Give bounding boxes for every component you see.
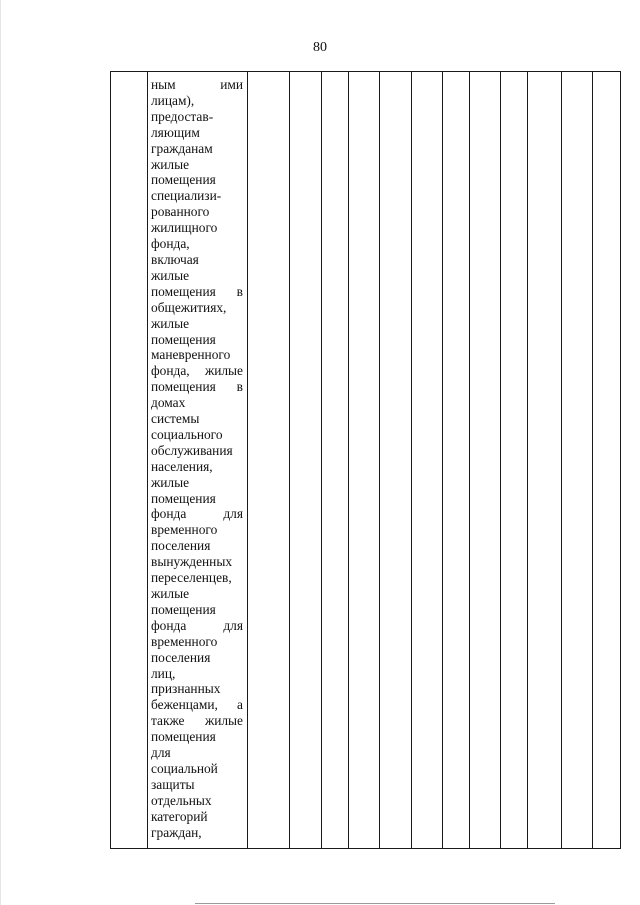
word: помещения xyxy=(151,379,216,395)
table-cell-empty xyxy=(501,72,528,849)
cell-line: включая xyxy=(151,251,199,267)
cell-line-split xyxy=(151,618,243,634)
cell-line: маневренного xyxy=(151,347,231,363)
word: жилые xyxy=(204,363,243,379)
word: фонда xyxy=(151,617,187,633)
scan-bottom-rule xyxy=(195,903,555,904)
table-cell-empty xyxy=(248,72,290,849)
cell-line-1 xyxy=(151,77,243,93)
cell-line: социального xyxy=(151,426,223,442)
cell-line: вынужденных xyxy=(151,554,233,570)
table-cell-empty xyxy=(412,72,443,849)
table-cell-empty xyxy=(562,72,593,849)
word: жилые xyxy=(204,713,243,729)
cell-line: специализи- xyxy=(151,188,222,204)
cell-line: жилищного xyxy=(151,220,218,236)
cell-line: отдельных xyxy=(151,792,212,808)
cell-line: жилые xyxy=(151,315,190,331)
cell-line: жилые xyxy=(151,156,190,172)
cell-line: жилые xyxy=(151,586,190,601)
cell-line: помещения xyxy=(151,729,216,745)
word: в xyxy=(236,379,243,395)
table-cell-empty xyxy=(593,72,621,849)
table-cell-number xyxy=(111,72,148,849)
cell-line: социальной xyxy=(151,760,218,776)
cell-line: жилые xyxy=(151,474,190,490)
cell-line: помещения xyxy=(151,331,216,347)
cell-line: признанных xyxy=(151,681,221,697)
cell-line: рованного xyxy=(151,204,210,220)
word: а xyxy=(237,697,243,713)
table-cell-description xyxy=(148,72,248,849)
word: беженцами, xyxy=(151,697,218,713)
cell-line: временного xyxy=(151,633,218,649)
cell-line: лицам), xyxy=(151,92,195,108)
word: также xyxy=(151,713,185,729)
cell-line-split xyxy=(151,506,243,522)
cell-line-split xyxy=(151,363,243,379)
table-cell-empty xyxy=(349,72,380,849)
cell-line: населения, xyxy=(151,458,213,474)
cell-line: переселенцев, xyxy=(151,570,232,586)
cell-line: ляющим xyxy=(151,124,200,140)
cell-line: обслуживания xyxy=(151,442,233,458)
cell-line: помещения xyxy=(151,601,216,617)
word: фонда xyxy=(151,506,187,522)
word: в xyxy=(236,283,243,299)
word: для xyxy=(223,506,243,522)
cell-line: предостав- xyxy=(151,108,214,124)
cell-line-split xyxy=(151,713,243,729)
word: помещения xyxy=(151,283,216,299)
table-cell-empty xyxy=(380,72,412,849)
cell-line: общежитиях, xyxy=(151,299,227,315)
word: ими xyxy=(220,77,243,92)
word: фонда, xyxy=(151,363,190,379)
cell-line-split xyxy=(151,697,243,713)
cell-line: лиц, xyxy=(151,665,176,681)
table-cell-empty xyxy=(470,72,501,849)
cell-line: гражданам xyxy=(151,140,213,156)
cell-line: временного xyxy=(151,522,218,538)
cell-line-split xyxy=(151,284,243,300)
scan-edge xyxy=(0,0,1,905)
document-table xyxy=(110,71,621,849)
cell-line: защиты xyxy=(151,776,195,792)
cell-line: категорий xyxy=(151,808,208,824)
cell-line: жилые xyxy=(151,267,190,283)
cell-line: помещения xyxy=(151,172,216,188)
cell-line-split xyxy=(151,379,243,395)
cell-line: системы xyxy=(151,411,200,427)
cell-line: для xyxy=(151,745,171,761)
cell-line: граждан, xyxy=(151,824,202,840)
page-number: 80 xyxy=(313,40,327,55)
cell-line: поселения xyxy=(151,649,211,665)
cell-line: помещения xyxy=(151,490,216,506)
cell-line: поселения xyxy=(151,538,211,554)
word: ным xyxy=(151,77,176,92)
table-cell-empty xyxy=(290,72,322,849)
cell-line: фонда, xyxy=(151,236,190,252)
table-cell-empty xyxy=(528,72,562,849)
word: для xyxy=(223,617,243,633)
table-row xyxy=(111,72,621,849)
table-cell-empty xyxy=(443,72,470,849)
table-cell-empty xyxy=(322,72,349,849)
cell-line: домах xyxy=(151,395,186,411)
